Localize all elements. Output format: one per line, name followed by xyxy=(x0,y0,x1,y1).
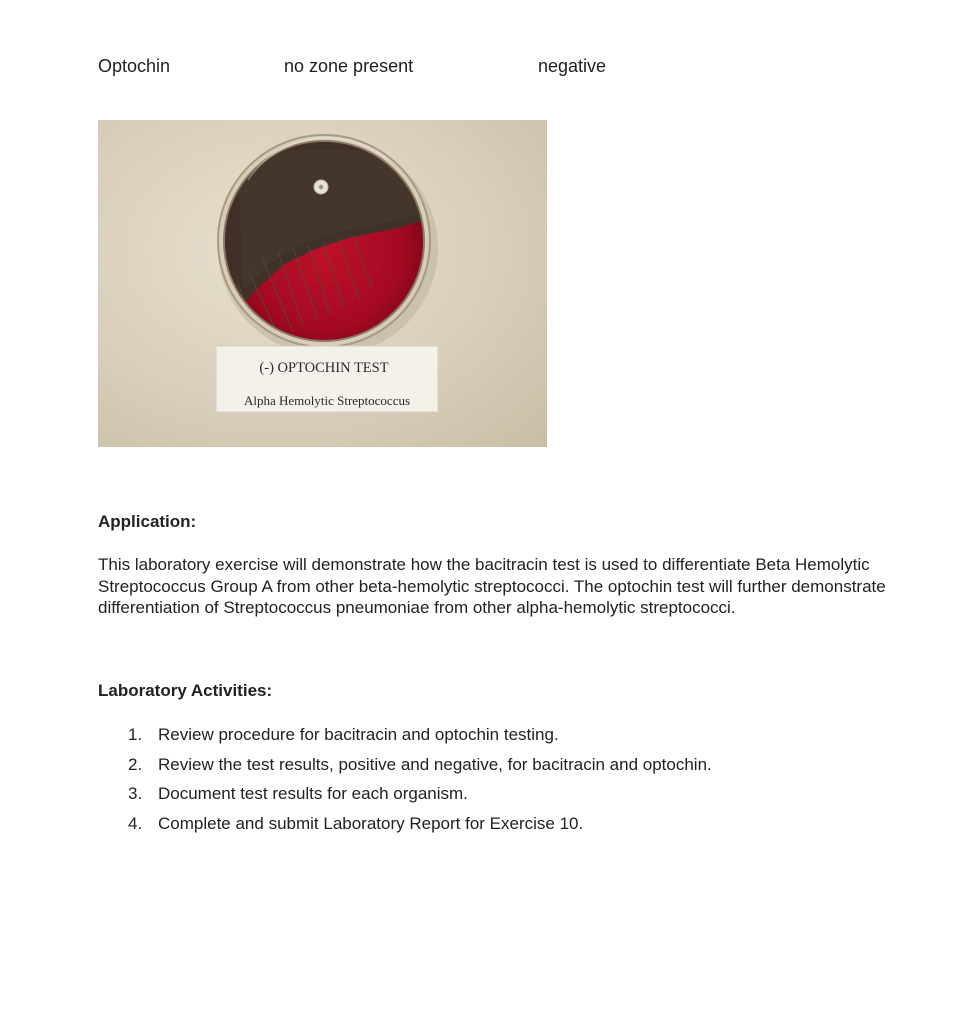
laboratory-activities-list xyxy=(98,725,878,843)
list-item xyxy=(98,814,878,844)
application-heading: Application: xyxy=(98,512,197,531)
list-item-text: Document test results for each organism. xyxy=(158,784,468,803)
test-result: negative xyxy=(538,56,607,76)
test-name: Optochin xyxy=(98,56,171,76)
list-item-number: 3. xyxy=(128,784,143,803)
list-item-number: 4. xyxy=(128,813,143,833)
list-item xyxy=(98,725,878,755)
photo-label-organism: Alpha Hemolytic Streptococcus xyxy=(243,393,411,408)
list-item-number: 1. xyxy=(128,725,143,744)
list-item xyxy=(98,755,878,785)
application-paragraph: This laboratory exercise will demonstrate how the bacitracin test is used to differentiate Beta Hemolytic Streptococcus Group A from other beta-hemolytic streptococci. The optochin test will further demonstrate differentiation of Streptococcus pneumoniae from other alpha-hemolytic streptococci. xyxy=(98,555,886,617)
photo-label-title: (-) OPTOCHIN TEST xyxy=(259,360,389,376)
list-item xyxy=(98,784,878,814)
list-item-text: Review procedure for bacitracin and optochin testing. xyxy=(158,725,559,744)
optochin-result-row xyxy=(98,56,798,80)
list-item-text: Review the test results, positive and negative, for bacitracin and optochin. xyxy=(158,754,712,774)
optochin-test-photo xyxy=(98,120,547,447)
laboratory-activities-heading: Laboratory Activities: xyxy=(98,681,273,700)
test-observation: no zone present xyxy=(284,56,414,76)
list-item-text: Complete and submit Laboratory Report for Exercise 10. xyxy=(158,813,584,833)
list-item-number: 2. xyxy=(128,754,143,774)
